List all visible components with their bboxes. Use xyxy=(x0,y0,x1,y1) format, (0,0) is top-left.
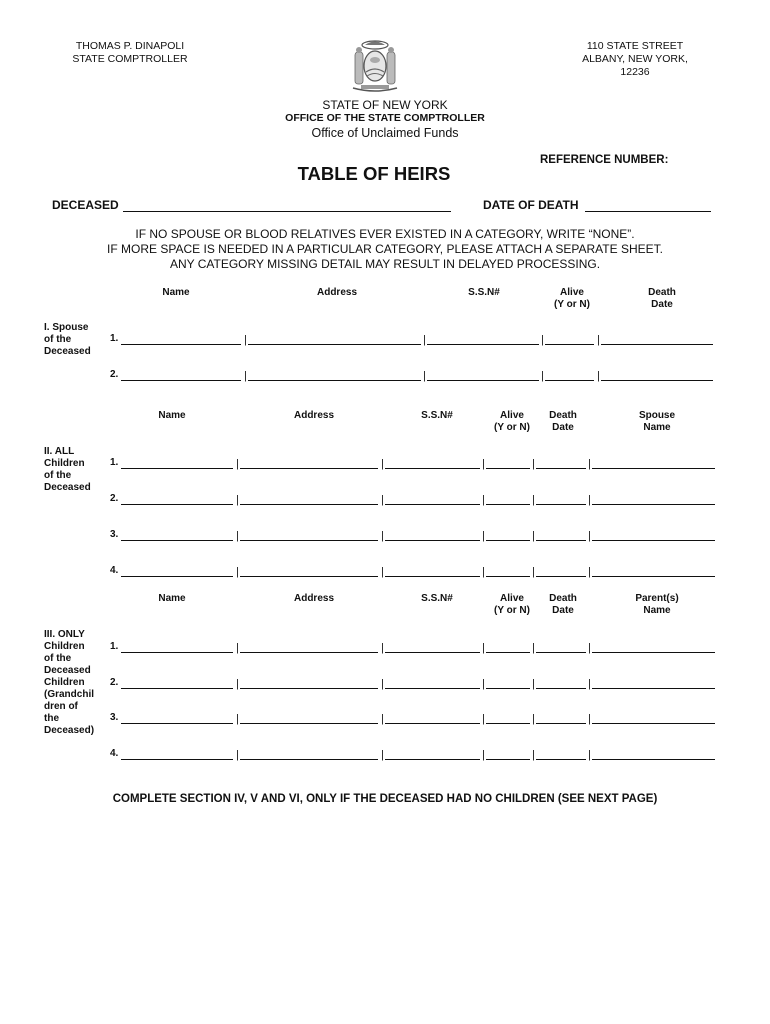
field-separator: | xyxy=(532,530,535,542)
section-label-line: of the xyxy=(44,653,72,664)
field-separator: | xyxy=(532,458,535,470)
field-separator: | xyxy=(482,566,485,578)
field-separator: | xyxy=(588,458,591,470)
entry-field-line[interactable] xyxy=(385,688,480,689)
entry-field-line[interactable] xyxy=(427,344,539,345)
new-york-state-seal-icon xyxy=(345,36,405,94)
column-header xyxy=(297,287,377,299)
section-label-line: Children xyxy=(44,458,85,469)
date-of-death-label: DATE OF DEATH xyxy=(483,198,579,212)
entry-field-line[interactable] xyxy=(385,504,480,505)
entry-field-line[interactable] xyxy=(592,723,715,724)
column-header-line: Alive xyxy=(500,410,524,421)
field-separator: | xyxy=(541,370,544,382)
section-label-line: II. ALL xyxy=(44,446,75,457)
entry-field-line[interactable] xyxy=(592,759,715,760)
column-header-line: S.S.N# xyxy=(421,593,453,604)
entry-field-line[interactable] xyxy=(248,344,421,345)
entry-field-line[interactable] xyxy=(121,468,233,469)
column-header-line: Date xyxy=(552,422,574,433)
field-separator: | xyxy=(482,642,485,654)
field-separator: | xyxy=(532,566,535,578)
field-separator: | xyxy=(532,678,535,690)
column-header-line: (Y or N) xyxy=(554,299,590,310)
field-separator: | xyxy=(236,678,239,690)
section-label-line: of the xyxy=(44,334,72,345)
field-separator: | xyxy=(588,530,591,542)
field-separator: | xyxy=(482,749,485,761)
field-separator: | xyxy=(381,749,384,761)
field-separator: | xyxy=(588,749,591,761)
entry-field-line[interactable] xyxy=(486,688,530,689)
field-separator: | xyxy=(381,713,384,725)
field-separator: | xyxy=(236,749,239,761)
entry-field-line[interactable] xyxy=(536,688,586,689)
column-header xyxy=(532,287,612,311)
instruction-line: IF MORE SPACE IS NEEDED IN A PARTICULAR CATEGORY, PLEASE ATTACH A SEPARATE SHEET. xyxy=(107,242,663,256)
field-separator: | xyxy=(588,642,591,654)
row-number: 2. xyxy=(110,369,119,380)
entry-field-line[interactable] xyxy=(248,380,421,381)
entry-field-line[interactable] xyxy=(121,759,233,760)
field-separator: | xyxy=(482,678,485,690)
entry-field-line[interactable] xyxy=(240,652,378,653)
row-number: 3. xyxy=(110,529,119,540)
column-header-line: Alive xyxy=(500,593,524,604)
field-separator: | xyxy=(597,370,600,382)
field-separator: | xyxy=(588,678,591,690)
entry-field-line[interactable] xyxy=(536,504,586,505)
entry-field-line[interactable] xyxy=(545,344,594,345)
row-number: 1. xyxy=(110,641,119,652)
column-header-line: Name xyxy=(643,605,671,616)
field-separator: | xyxy=(588,713,591,725)
entry-field-line[interactable] xyxy=(121,344,241,345)
column-header xyxy=(444,287,524,299)
section-label-line: Children xyxy=(44,641,85,652)
field-separator: | xyxy=(482,713,485,725)
field-separator: | xyxy=(423,370,426,382)
column-header xyxy=(274,410,354,422)
field-separator: | xyxy=(381,458,384,470)
column-header-line: (Y or N) xyxy=(494,422,530,433)
page-title: TABLE OF HEIRS xyxy=(297,163,451,184)
entry-field-line[interactable] xyxy=(385,723,480,724)
column-header-line: S.S.N# xyxy=(468,287,500,298)
field-separator: | xyxy=(244,370,247,382)
column-header xyxy=(132,593,212,605)
entry-field-line[interactable] xyxy=(536,576,586,577)
field-separator: | xyxy=(482,494,485,506)
entry-field-line[interactable] xyxy=(240,576,378,577)
reference-number-label: REFERENCE NUMBER: xyxy=(540,154,669,166)
field-separator: | xyxy=(588,566,591,578)
field-separator: | xyxy=(381,642,384,654)
entry-field-line[interactable] xyxy=(486,504,530,505)
column-header-line: Death xyxy=(549,593,577,604)
entry-field-line[interactable] xyxy=(385,576,480,577)
row-number: 2. xyxy=(110,493,119,504)
date-of-death-input-line[interactable] xyxy=(585,211,711,212)
entry-field-line[interactable] xyxy=(385,468,480,469)
column-header xyxy=(132,410,212,422)
entry-field-line[interactable] xyxy=(486,540,530,541)
field-separator: | xyxy=(381,566,384,578)
section-label-line: dren of xyxy=(44,701,78,712)
entry-field-line[interactable] xyxy=(592,468,715,469)
entry-field-line[interactable] xyxy=(592,504,715,505)
entry-field-line[interactable] xyxy=(385,759,480,760)
row-number: 4. xyxy=(110,748,119,759)
comptroller-title: STATE COMPTROLLER xyxy=(72,53,188,65)
field-separator: | xyxy=(236,713,239,725)
column-header xyxy=(397,410,477,422)
entry-field-line[interactable] xyxy=(536,652,586,653)
deceased-label: DECEASED xyxy=(52,198,119,212)
office-address-block xyxy=(568,40,702,79)
section-label-line: Deceased xyxy=(44,482,91,493)
entry-field-line[interactable] xyxy=(486,723,530,724)
entry-field-line[interactable] xyxy=(121,380,241,381)
field-separator: | xyxy=(482,530,485,542)
state-name: STATE OF NEW YORK xyxy=(322,98,448,112)
column-header-line: Parent(s) xyxy=(635,593,679,604)
entry-field-line[interactable] xyxy=(601,344,713,345)
section-label-line: of the xyxy=(44,470,72,481)
column-header-line: S.S.N# xyxy=(421,410,453,421)
entry-field-line[interactable] xyxy=(240,723,378,724)
column-header-line: Name xyxy=(162,287,190,298)
entry-field-line[interactable] xyxy=(536,540,586,541)
column-header xyxy=(617,410,697,434)
entry-field-line[interactable] xyxy=(427,380,539,381)
comptroller-name-block xyxy=(68,40,192,66)
instruction-line: IF NO SPOUSE OR BLOOD RELATIVES EVER EXISTED IN A CATEGORY, WRITE “NONE”. xyxy=(135,227,635,241)
row-number: 4. xyxy=(110,565,119,576)
column-header-line: Date xyxy=(651,299,673,310)
entry-field-line[interactable] xyxy=(486,759,530,760)
entry-field-line[interactable] xyxy=(121,540,233,541)
entry-field-line[interactable] xyxy=(486,576,530,577)
entry-field-line[interactable] xyxy=(592,688,715,689)
field-separator: | xyxy=(236,566,239,578)
deceased-input-line[interactable] xyxy=(123,211,451,212)
column-header-line: Address xyxy=(316,287,357,298)
entry-field-line[interactable] xyxy=(592,540,715,541)
section-label-line: the xyxy=(44,713,59,724)
column-header-line: Name xyxy=(158,410,186,421)
field-separator: | xyxy=(482,458,485,470)
field-separator: | xyxy=(236,642,239,654)
entry-field-line[interactable] xyxy=(592,652,715,653)
column-header xyxy=(617,593,697,617)
section-label-line: Children xyxy=(44,677,85,688)
entry-field-line[interactable] xyxy=(121,688,233,689)
section-label-line: III. ONLY xyxy=(44,629,85,640)
column-header-line: (Y or N) xyxy=(494,605,530,616)
field-separator: | xyxy=(236,458,239,470)
entry-field-line[interactable] xyxy=(536,468,586,469)
entry-field-line[interactable] xyxy=(592,576,715,577)
section-label xyxy=(44,322,91,358)
office-name: OFFICE OF THE STATE COMPTROLLER xyxy=(285,112,485,124)
field-separator: | xyxy=(423,334,426,346)
field-separator: | xyxy=(381,530,384,542)
field-separator: | xyxy=(244,334,247,346)
entry-field-line[interactable] xyxy=(545,380,594,381)
entry-field-line[interactable] xyxy=(240,688,378,689)
field-separator: | xyxy=(532,713,535,725)
field-separator: | xyxy=(381,494,384,506)
row-number: 2. xyxy=(110,677,119,688)
street-address: 110 STATE STREET xyxy=(586,40,684,52)
row-number: 3. xyxy=(110,712,119,723)
field-separator: | xyxy=(532,494,535,506)
column-header-line: Name xyxy=(643,422,671,433)
row-number: 1. xyxy=(110,333,119,344)
entry-field-line[interactable] xyxy=(240,468,378,469)
section-label xyxy=(44,629,94,737)
entry-field-line[interactable] xyxy=(240,540,378,541)
field-separator: | xyxy=(532,749,535,761)
entry-field-line[interactable] xyxy=(121,723,233,724)
entry-field-line[interactable] xyxy=(486,468,530,469)
section-label-line: I. Spouse xyxy=(44,322,89,333)
field-separator: | xyxy=(588,494,591,506)
column-header xyxy=(397,593,477,605)
column-header-line: Date xyxy=(552,605,574,616)
section-label-line: (Grandchil xyxy=(44,689,95,700)
column-header-line: Death xyxy=(648,287,676,298)
field-separator: | xyxy=(597,334,600,346)
row-number: 1. xyxy=(110,457,119,468)
field-separator: | xyxy=(381,678,384,690)
column-header-line: Death xyxy=(549,410,577,421)
field-separator: | xyxy=(541,334,544,346)
column-header xyxy=(136,287,216,299)
section-label-line: Deceased xyxy=(44,665,91,676)
city-state-zip: ALBANY, NEW YORK, 12236 xyxy=(582,53,688,78)
entry-field-line[interactable] xyxy=(121,652,233,653)
section-label xyxy=(44,446,91,494)
instruction-line: ANY CATEGORY MISSING DETAIL MAY RESULT IN DELAYED PROCESSING. xyxy=(169,257,601,271)
entry-field-line[interactable] xyxy=(536,759,586,760)
entry-field-line[interactable] xyxy=(486,652,530,653)
field-separator: | xyxy=(532,642,535,654)
column-header xyxy=(523,593,603,617)
entry-field-line[interactable] xyxy=(240,759,378,760)
column-header-line: Name xyxy=(158,593,186,604)
column-header xyxy=(523,410,603,434)
entry-field-line[interactable] xyxy=(385,540,480,541)
field-separator: | xyxy=(236,494,239,506)
column-header-line: Address xyxy=(293,593,334,604)
entry-field-line[interactable] xyxy=(240,504,378,505)
column-header-line: Address xyxy=(293,410,334,421)
column-header-line: Alive xyxy=(560,287,584,298)
section-label-line: Deceased xyxy=(44,346,91,357)
entry-field-line[interactable] xyxy=(536,723,586,724)
entry-field-line[interactable] xyxy=(385,652,480,653)
entry-field-line[interactable] xyxy=(121,504,233,505)
footer-note: COMPLETE SECTION IV, V AND VI, ONLY IF THE DECEASED HAD NO CHILDREN (SEE NEXT PAGE) xyxy=(112,793,658,805)
column-header-line: Spouse xyxy=(638,410,676,421)
entry-field-line[interactable] xyxy=(601,380,713,381)
column-header xyxy=(274,593,354,605)
comptroller-name: THOMAS P. DINAPOLI xyxy=(75,40,185,52)
division-name: Office of Unclaimed Funds xyxy=(311,126,459,140)
field-separator: | xyxy=(236,530,239,542)
column-header xyxy=(622,287,702,311)
section-label-line: Deceased) xyxy=(44,725,95,736)
entry-field-line[interactable] xyxy=(121,576,233,577)
